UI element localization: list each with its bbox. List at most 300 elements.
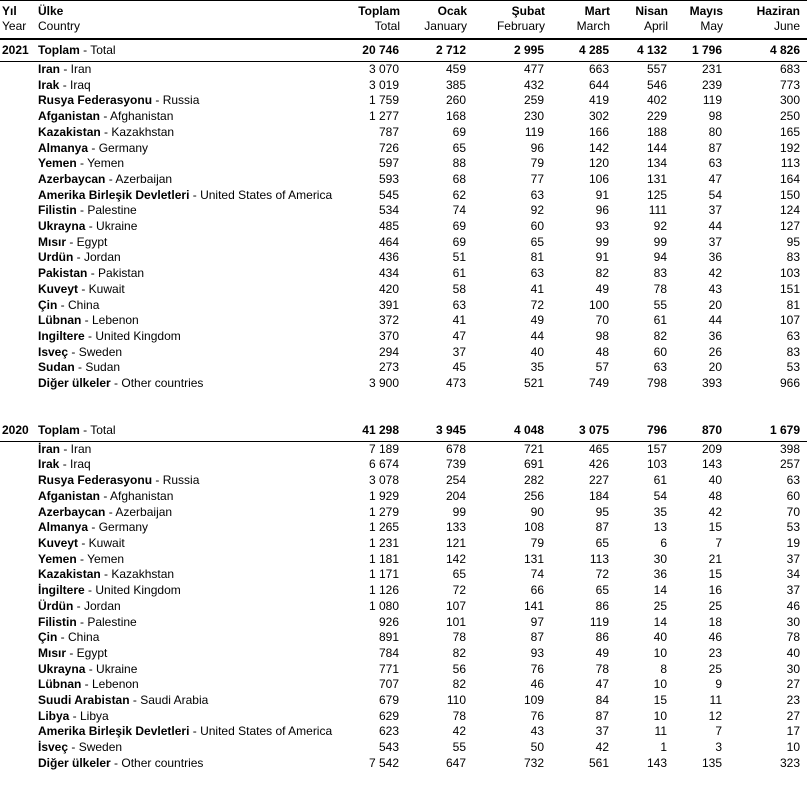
value-cell: 1 126 xyxy=(368,583,399,598)
value-cell: 19 xyxy=(786,535,800,550)
country-name-tr: Çin xyxy=(38,297,58,312)
table-row xyxy=(0,282,807,298)
year-cell xyxy=(0,615,34,631)
value-cell: 7 189 xyxy=(368,441,399,456)
country-cell xyxy=(34,266,330,282)
country-name-en: - Kazakhstan xyxy=(100,124,175,139)
value-cell: 151 xyxy=(779,281,800,296)
country-cell xyxy=(34,567,330,583)
year-cell: 2020 xyxy=(0,420,34,442)
value-cell: 593 xyxy=(378,171,399,186)
value-cell: 14 xyxy=(653,614,667,629)
value-cell: 92 xyxy=(530,203,544,218)
country-cell xyxy=(34,282,330,298)
value-cell: 231 xyxy=(701,62,722,76)
value-cell: 68 xyxy=(452,171,466,186)
header-march xyxy=(545,1,610,40)
country-cell xyxy=(34,78,330,94)
value-cell: 37 xyxy=(786,551,800,566)
value-cell: 90 xyxy=(530,504,544,519)
value-cell: 434 xyxy=(378,266,399,281)
header-year xyxy=(0,1,34,40)
value-cell: 51 xyxy=(452,250,466,265)
country-name-en: - Kuwait xyxy=(78,535,125,550)
country-cell xyxy=(34,536,330,552)
value-cell: 16 xyxy=(708,583,722,598)
value-cell: 108 xyxy=(523,520,544,535)
year-cell xyxy=(0,188,34,204)
year-cell xyxy=(0,693,34,709)
table-row xyxy=(0,457,807,473)
value-cell: 679 xyxy=(378,693,399,708)
value-cell: 82 xyxy=(653,328,667,343)
country-name-tr: Irak xyxy=(38,77,60,92)
country-name-tr: Kazakistan xyxy=(38,567,101,582)
table-row xyxy=(0,552,807,568)
value-cell: 663 xyxy=(588,62,609,76)
country-cell xyxy=(34,172,330,188)
value-cell: 107 xyxy=(779,313,800,328)
country-cell xyxy=(34,360,330,376)
value-cell: 1 796 xyxy=(668,39,723,62)
year-cell xyxy=(0,329,34,345)
value-cell: 37 xyxy=(452,344,466,359)
value-cell: 60 xyxy=(786,488,800,503)
table-row xyxy=(0,536,807,552)
value-cell: 46 xyxy=(708,630,722,645)
year-cell xyxy=(0,662,34,678)
value-cell: 99 xyxy=(653,234,667,249)
value-cell: 27 xyxy=(786,708,800,723)
value-cell: 426 xyxy=(588,457,609,472)
table-row xyxy=(0,630,807,646)
country-name-tr: Urdün xyxy=(38,250,74,265)
value-cell: 432 xyxy=(523,77,544,92)
value-cell: 53 xyxy=(786,360,800,375)
value-cell: 15 xyxy=(708,520,722,535)
table-row xyxy=(0,724,807,740)
value-cell: 63 xyxy=(530,266,544,281)
header-june xyxy=(723,1,807,40)
value-cell: 142 xyxy=(588,140,609,155)
value-cell: 370 xyxy=(378,328,399,343)
year-cell xyxy=(0,756,34,772)
value-cell: 282 xyxy=(523,473,544,488)
country-cell xyxy=(34,93,330,109)
value-cell: 101 xyxy=(445,614,466,629)
table-row xyxy=(0,141,807,157)
value-cell: 96 xyxy=(530,140,544,155)
table-row xyxy=(0,172,807,188)
value-cell: 749 xyxy=(588,376,609,391)
country-cell xyxy=(34,599,330,615)
country-name-tr: Filistin xyxy=(38,614,77,629)
value-cell: 57 xyxy=(595,360,609,375)
country-cell xyxy=(34,724,333,740)
value-cell: 95 xyxy=(595,504,609,519)
country-cell xyxy=(34,376,330,392)
value-cell: 256 xyxy=(523,488,544,503)
value-cell: 133 xyxy=(445,520,466,535)
country-cell xyxy=(34,583,330,599)
value-cell: 69 xyxy=(452,124,466,139)
year-cell xyxy=(0,345,34,361)
value-cell: 40 xyxy=(653,630,667,645)
year-cell xyxy=(0,203,34,219)
value-cell: 3 900 xyxy=(368,376,399,391)
value-cell: 60 xyxy=(653,344,667,359)
country-name-tr: Toplam xyxy=(38,43,80,57)
value-cell: 84 xyxy=(595,693,609,708)
value-cell: 227 xyxy=(588,473,609,488)
value-cell: 144 xyxy=(646,140,667,155)
year-cell xyxy=(0,520,34,536)
table-row xyxy=(0,693,807,709)
value-cell: 739 xyxy=(445,457,466,472)
value-cell: 70 xyxy=(786,504,800,519)
country-name-tr: Lübnan xyxy=(38,313,82,328)
value-cell: 678 xyxy=(445,441,466,456)
country-name-en: - Russia xyxy=(152,473,200,488)
value-cell: 74 xyxy=(452,203,466,218)
value-cell: 773 xyxy=(779,77,800,92)
year-cell xyxy=(0,457,34,473)
value-cell: 41 xyxy=(452,313,466,328)
country-cell xyxy=(34,505,330,521)
value-cell: 127 xyxy=(779,219,800,234)
value-cell: 543 xyxy=(378,740,399,755)
header-may-en: May xyxy=(700,19,723,33)
value-cell: 69 xyxy=(452,234,466,249)
header-february-en: February xyxy=(496,19,545,33)
value-cell: 4 132 xyxy=(610,39,668,62)
country-cell xyxy=(34,630,330,646)
value-cell: 99 xyxy=(595,234,609,249)
value-cell: 18 xyxy=(708,614,722,629)
value-cell: 49 xyxy=(595,281,609,296)
value-cell: 83 xyxy=(653,266,667,281)
year-cell xyxy=(0,141,34,157)
country-name-tr: Diğer ülkeler xyxy=(38,755,111,770)
country-name-tr: Filistin xyxy=(38,203,77,218)
value-cell: 97 xyxy=(530,614,544,629)
value-cell: 54 xyxy=(708,187,722,202)
value-cell: 14 xyxy=(653,583,667,598)
country-name-tr: Ukrayna xyxy=(38,219,86,234)
country-name-en: - Iraq xyxy=(59,77,91,92)
country-cell xyxy=(34,250,330,266)
country-name-en: - Germany xyxy=(88,520,149,535)
value-cell: 48 xyxy=(708,488,722,503)
country-name-en: - Total xyxy=(79,422,116,437)
country-cell xyxy=(34,420,330,442)
value-cell: 166 xyxy=(588,124,609,139)
value-cell: 124 xyxy=(779,203,800,218)
country-name-tr: Pakistan xyxy=(38,266,88,281)
value-cell: 26 xyxy=(708,344,722,359)
value-cell: 44 xyxy=(530,328,544,343)
year-cell xyxy=(0,583,34,599)
country-cell xyxy=(34,441,330,457)
value-cell: 61 xyxy=(452,266,466,281)
value-cell: 72 xyxy=(452,583,466,598)
value-cell: 44 xyxy=(708,219,722,234)
value-cell: 30 xyxy=(786,661,800,676)
table-row xyxy=(0,615,807,631)
value-cell: 691 xyxy=(523,457,544,472)
value-cell: 372 xyxy=(378,313,399,328)
country-cell xyxy=(34,457,330,473)
value-cell: 9 xyxy=(715,677,722,692)
value-cell: 76 xyxy=(530,708,544,723)
value-cell: 3 078 xyxy=(368,473,399,488)
year-cell xyxy=(0,298,34,314)
value-cell: 61 xyxy=(653,473,667,488)
country-name-en: - Saudi Arabia xyxy=(129,693,209,708)
value-cell: 70 xyxy=(595,313,609,328)
year-cell xyxy=(0,376,34,392)
table-row xyxy=(0,345,807,361)
country-name-en: - Sudan xyxy=(74,360,121,375)
year-cell xyxy=(0,282,34,298)
value-cell: 78 xyxy=(653,281,667,296)
value-cell: 477 xyxy=(523,62,544,76)
country-name-tr: Ürdün xyxy=(38,598,74,613)
year-cell xyxy=(0,646,34,662)
country-name-en: - Other countries xyxy=(110,755,204,770)
value-cell: 521 xyxy=(523,376,544,391)
value-cell: 77 xyxy=(530,171,544,186)
year-cell xyxy=(0,709,34,725)
value-cell: 125 xyxy=(646,187,667,202)
country-name-en: - Azerbaijan xyxy=(105,504,173,519)
country-name-tr: Amerika Birleşik Devletleri xyxy=(38,187,190,202)
country-name-tr: Afganistan xyxy=(38,109,101,124)
table-row xyxy=(0,78,807,94)
value-cell: 3 019 xyxy=(368,77,399,92)
value-cell: 111 xyxy=(648,203,667,218)
value-cell: 10 xyxy=(653,645,667,660)
value-cell: 43 xyxy=(708,281,722,296)
value-cell: 98 xyxy=(595,328,609,343)
country-cell xyxy=(34,62,330,78)
value-cell: 35 xyxy=(530,360,544,375)
country-cell xyxy=(34,662,330,678)
value-cell: 6 674 xyxy=(368,457,399,472)
country-name-en: - Yemen xyxy=(76,551,125,566)
header-april-en: April xyxy=(643,19,668,33)
table-row xyxy=(0,93,807,109)
value-cell: 647 xyxy=(445,755,466,770)
value-cell: 393 xyxy=(701,376,722,391)
value-cell: 25 xyxy=(653,598,667,613)
value-cell: 726 xyxy=(378,140,399,155)
year-cell xyxy=(0,441,34,457)
value-cell: 165 xyxy=(779,124,800,139)
country-name-en: - Palestine xyxy=(76,614,137,629)
value-cell: 98 xyxy=(708,109,722,124)
country-name-tr: Iran xyxy=(38,62,61,76)
country-name-en: - Jordan xyxy=(73,250,121,265)
table-row xyxy=(0,489,807,505)
value-cell: 42 xyxy=(708,504,722,519)
value-cell: 91 xyxy=(595,250,609,265)
value-cell: 1 277 xyxy=(368,109,399,124)
year-cell xyxy=(0,109,34,125)
table-row xyxy=(0,62,807,78)
value-cell: 72 xyxy=(595,567,609,582)
table-row xyxy=(0,709,807,725)
value-cell: 273 xyxy=(378,360,399,375)
value-cell: 623 xyxy=(378,724,399,739)
country-name-tr: Isveç xyxy=(38,344,69,359)
year-cell xyxy=(0,552,34,568)
value-cell: 1 xyxy=(660,740,667,755)
value-cell: 391 xyxy=(378,297,399,312)
value-cell: 209 xyxy=(701,441,722,456)
value-cell: 25 xyxy=(708,598,722,613)
country-name-en: - Kuwait xyxy=(78,281,125,296)
value-cell: 87 xyxy=(595,708,609,723)
value-cell: 15 xyxy=(708,567,722,582)
year-cell xyxy=(0,567,34,583)
value-cell: 107 xyxy=(445,598,466,613)
year-cell xyxy=(0,62,34,78)
value-cell: 3 945 xyxy=(400,420,467,442)
value-cell: 12 xyxy=(708,708,722,723)
year-cell xyxy=(0,266,34,282)
year-cell xyxy=(0,630,34,646)
value-cell: 72 xyxy=(530,297,544,312)
value-cell: 42 xyxy=(452,724,466,739)
value-cell: 65 xyxy=(452,567,466,582)
value-cell: 250 xyxy=(779,109,800,124)
value-cell: 3 xyxy=(715,740,722,755)
value-cell: 192 xyxy=(779,140,800,155)
value-cell: 870 xyxy=(668,420,723,442)
value-cell: 10 xyxy=(653,677,667,692)
value-cell: 63 xyxy=(786,473,800,488)
table-row xyxy=(0,756,807,772)
header-february xyxy=(467,1,545,40)
value-cell: 1 265 xyxy=(368,520,399,535)
header-february-tr: Şubat xyxy=(511,4,545,18)
country-name-en: - Jordan xyxy=(73,598,121,613)
value-cell: 46 xyxy=(786,598,800,613)
table-row xyxy=(0,188,807,204)
value-cell: 60 xyxy=(530,219,544,234)
value-cell: 546 xyxy=(646,77,667,92)
value-cell: 40 xyxy=(786,645,800,660)
header-total-tr: Toplam xyxy=(358,4,400,18)
value-cell: 92 xyxy=(653,219,667,234)
country-name-tr: Kuveyt xyxy=(38,281,79,296)
country-cell xyxy=(34,109,330,125)
value-cell: 134 xyxy=(646,156,667,171)
country-cell xyxy=(34,329,330,345)
value-cell: 37 xyxy=(708,234,722,249)
header-may-tr: Mayıs xyxy=(689,4,723,18)
value-cell: 398 xyxy=(779,441,800,456)
year-cell xyxy=(0,78,34,94)
table-row xyxy=(0,473,807,489)
value-cell: 561 xyxy=(588,755,609,770)
value-cell: 81 xyxy=(530,250,544,265)
value-cell: 323 xyxy=(779,755,800,770)
value-cell: 96 xyxy=(595,203,609,218)
value-cell: 254 xyxy=(445,473,466,488)
value-cell: 113 xyxy=(589,551,609,566)
header-country-en: Country xyxy=(38,19,81,33)
country-cell xyxy=(34,489,330,505)
country-name-tr: Mısır xyxy=(38,234,67,249)
value-cell: 257 xyxy=(779,457,800,472)
total-row xyxy=(0,420,807,442)
value-cell: 82 xyxy=(452,677,466,692)
value-cell: 157 xyxy=(646,441,667,456)
value-cell: 53 xyxy=(786,520,800,535)
value-cell: 65 xyxy=(595,583,609,598)
header-april-tr: Nisan xyxy=(635,4,668,18)
header-january-en: January xyxy=(424,19,467,33)
year-cell xyxy=(0,360,34,376)
header-january xyxy=(400,1,467,40)
value-cell: 87 xyxy=(530,630,544,645)
value-cell: 402 xyxy=(646,93,667,108)
value-cell: 54 xyxy=(653,488,667,503)
value-cell: 184 xyxy=(588,488,609,503)
country-name-en: - Azerbaijan xyxy=(105,171,173,186)
year-cell xyxy=(0,172,34,188)
year-cell xyxy=(0,536,34,552)
table-body xyxy=(0,39,807,772)
value-cell: 121 xyxy=(445,535,466,550)
value-cell: 464 xyxy=(378,234,399,249)
value-cell: 65 xyxy=(595,535,609,550)
country-name-en: - Afghanistan xyxy=(100,488,174,503)
value-cell: 239 xyxy=(701,77,722,92)
country-name-tr: Afganistan xyxy=(38,488,101,503)
country-name-tr: Rusya Federasyonu xyxy=(38,93,153,108)
header-country xyxy=(34,1,330,40)
table-row xyxy=(0,203,807,219)
year-cell xyxy=(0,313,34,329)
value-cell: 120 xyxy=(588,156,609,171)
value-cell: 534 xyxy=(378,203,399,218)
value-cell: 473 xyxy=(445,376,466,391)
value-cell: 119 xyxy=(589,614,609,629)
country-name-en: - Libya xyxy=(69,708,109,723)
value-cell: 44 xyxy=(708,313,722,328)
table-row xyxy=(0,376,807,392)
value-cell: 131 xyxy=(646,171,667,186)
value-cell: 141 xyxy=(523,598,544,613)
country-name-tr: Yemen xyxy=(38,551,77,566)
value-cell: 926 xyxy=(378,614,399,629)
country-name-tr: Almanya xyxy=(38,520,89,535)
table-row xyxy=(0,441,807,457)
table-row xyxy=(0,329,807,345)
value-cell: 82 xyxy=(595,266,609,281)
value-cell: 419 xyxy=(588,93,609,108)
table-row xyxy=(0,235,807,251)
value-cell: 47 xyxy=(595,677,609,692)
value-cell: 109 xyxy=(523,693,544,708)
total-row xyxy=(0,39,807,62)
value-cell: 99 xyxy=(452,504,466,519)
value-cell: 20 746 xyxy=(330,39,400,62)
value-cell: 47 xyxy=(708,171,722,186)
